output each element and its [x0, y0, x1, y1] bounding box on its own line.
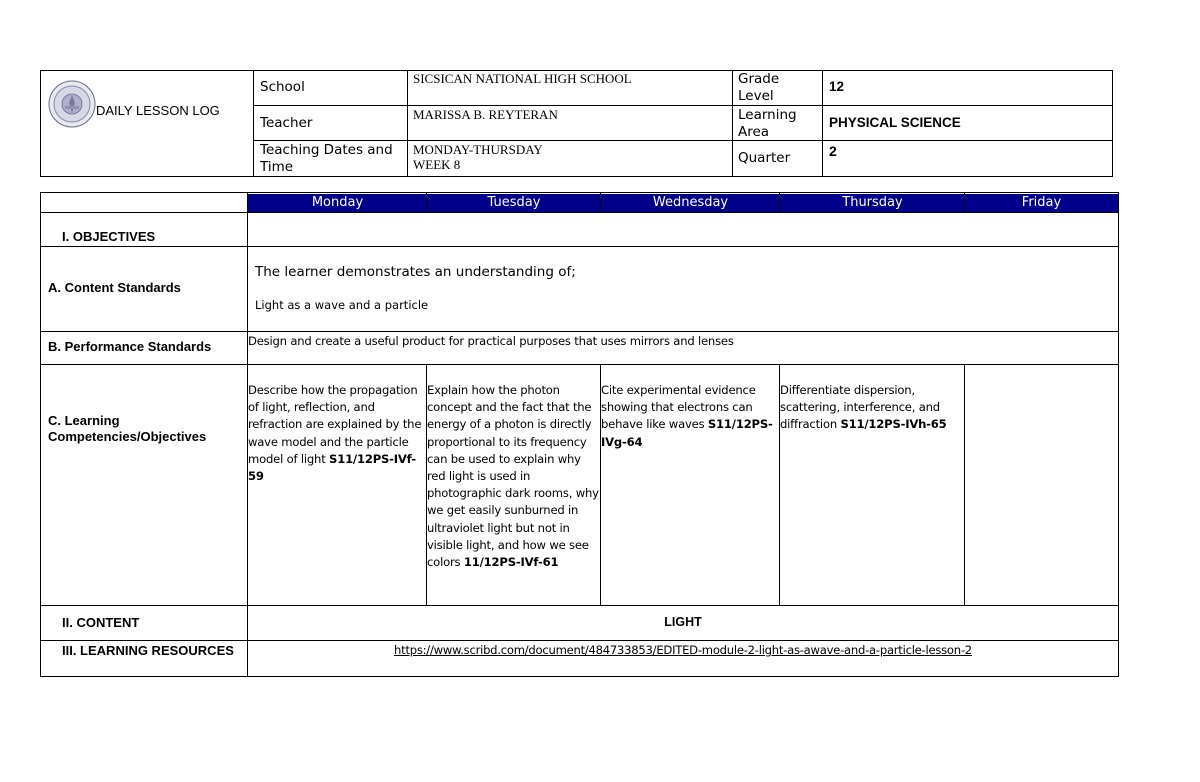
competency-wednesday-code: S11/12PS-IVg-64 — [601, 417, 773, 449]
competency-tuesday-code: 11/12PS-IVf-61 — [463, 555, 559, 570]
header-divider — [253, 140, 1113, 141]
document-title: DAILY LESSON LOG — [96, 103, 220, 118]
content-standards-text: The learner demonstrates an understanding of; — [255, 264, 576, 280]
competency-thursday-code: S11/12PS-IVh-65 — [840, 417, 947, 432]
day-divider — [600, 192, 601, 213]
teaching-dates-line1: MONDAY-THURSDAY — [413, 142, 543, 157]
learning-resources-link[interactable]: https://www.scribd.com/document/484733853/EDITED-module-2-light-as-awave-and-a-particle-lesson-2 — [394, 643, 972, 657]
school-value: SICSICAN NATIONAL HIGH SCHOOL — [413, 71, 632, 86]
learning-resources-link-cell — [248, 643, 1118, 657]
day-header-tuesday: Tuesday — [427, 194, 601, 212]
grade-level-label: Grade Level — [738, 71, 780, 104]
row-divider — [40, 364, 1119, 365]
competency-tuesday — [427, 382, 599, 571]
teacher-value: MARISSA B. REYTERAN — [413, 107, 558, 122]
row-divider — [40, 212, 1119, 213]
competencies-label: C. Learning Competencies/Objectives — [48, 413, 207, 444]
row-divider — [40, 331, 1119, 332]
row-divider — [40, 640, 1119, 641]
header-divider — [253, 105, 1113, 106]
deped-seal-logo — [48, 80, 96, 128]
day-divider — [964, 192, 965, 213]
teaching-dates-label: Teaching Dates and Time — [260, 142, 393, 175]
teaching-dates-line2: WEEK 8 — [413, 157, 461, 172]
day-divider — [779, 192, 780, 213]
learning-area-label: Learning Area — [738, 107, 797, 140]
quarter-label: Quarter — [738, 150, 791, 166]
quarter-value: 2 — [829, 143, 837, 159]
header-divider — [253, 70, 254, 177]
day-divider — [964, 364, 965, 605]
teacher-label: Teacher — [260, 115, 313, 131]
performance-standards-label: B. Performance Standards — [48, 339, 212, 354]
performance-standards-text: Design and create a useful product for practical purposes that uses mirrors and lenses — [248, 334, 734, 348]
competency-wednesday — [601, 382, 778, 451]
grade-level-value: 12 — [829, 79, 845, 94]
day-divider — [426, 192, 427, 213]
objectives-label: I. OBJECTIVES — [62, 229, 156, 244]
day-header-wednesday: Wednesday — [601, 194, 780, 212]
row-divider — [40, 605, 1119, 606]
header-divider — [822, 70, 823, 177]
competency-monday-text: Describe how the propagation of light, reflection, and refraction are explained by the wave model and the particle model of light — [248, 383, 422, 466]
row-divider — [40, 246, 1119, 247]
competency-wednesday-text: Cite experimental evidence showing that electrons can behave like waves — [601, 383, 756, 432]
content-label: II. CONTENT — [62, 615, 140, 630]
header-divider — [407, 70, 408, 177]
content-standards-topic: Light as a wave and a particle — [255, 298, 429, 312]
school-label: School — [260, 79, 305, 95]
content-standards-label: A. Content Standards — [48, 280, 181, 295]
content-value: LIGHT — [664, 615, 702, 629]
day-header-monday: Monday — [248, 194, 427, 212]
learning-area-value: PHYSICAL SCIENCE — [829, 115, 961, 130]
competency-thursday-text: Differentiate dispersion, scattering, interference, and diffraction — [780, 383, 940, 432]
header-divider — [732, 70, 733, 177]
day-header-thursday: Thursday — [780, 194, 965, 212]
learning-resources-label: III. LEARNING RESOURCES — [62, 643, 234, 658]
day-header-friday: Friday — [965, 194, 1118, 212]
competency-tuesday-text: Explain how the photon concept and the fact that the energy of a photon is directly proportional to its frequency can be used to explain why red light is used in photographic dark rooms, why we get easily sunburned in ultraviolet light but not in visible light, and how we see colors — [427, 383, 599, 570]
competency-thursday — [780, 382, 962, 434]
competency-monday — [248, 382, 426, 485]
competency-monday-code: S11/12PS-IVf-59 — [248, 451, 416, 484]
